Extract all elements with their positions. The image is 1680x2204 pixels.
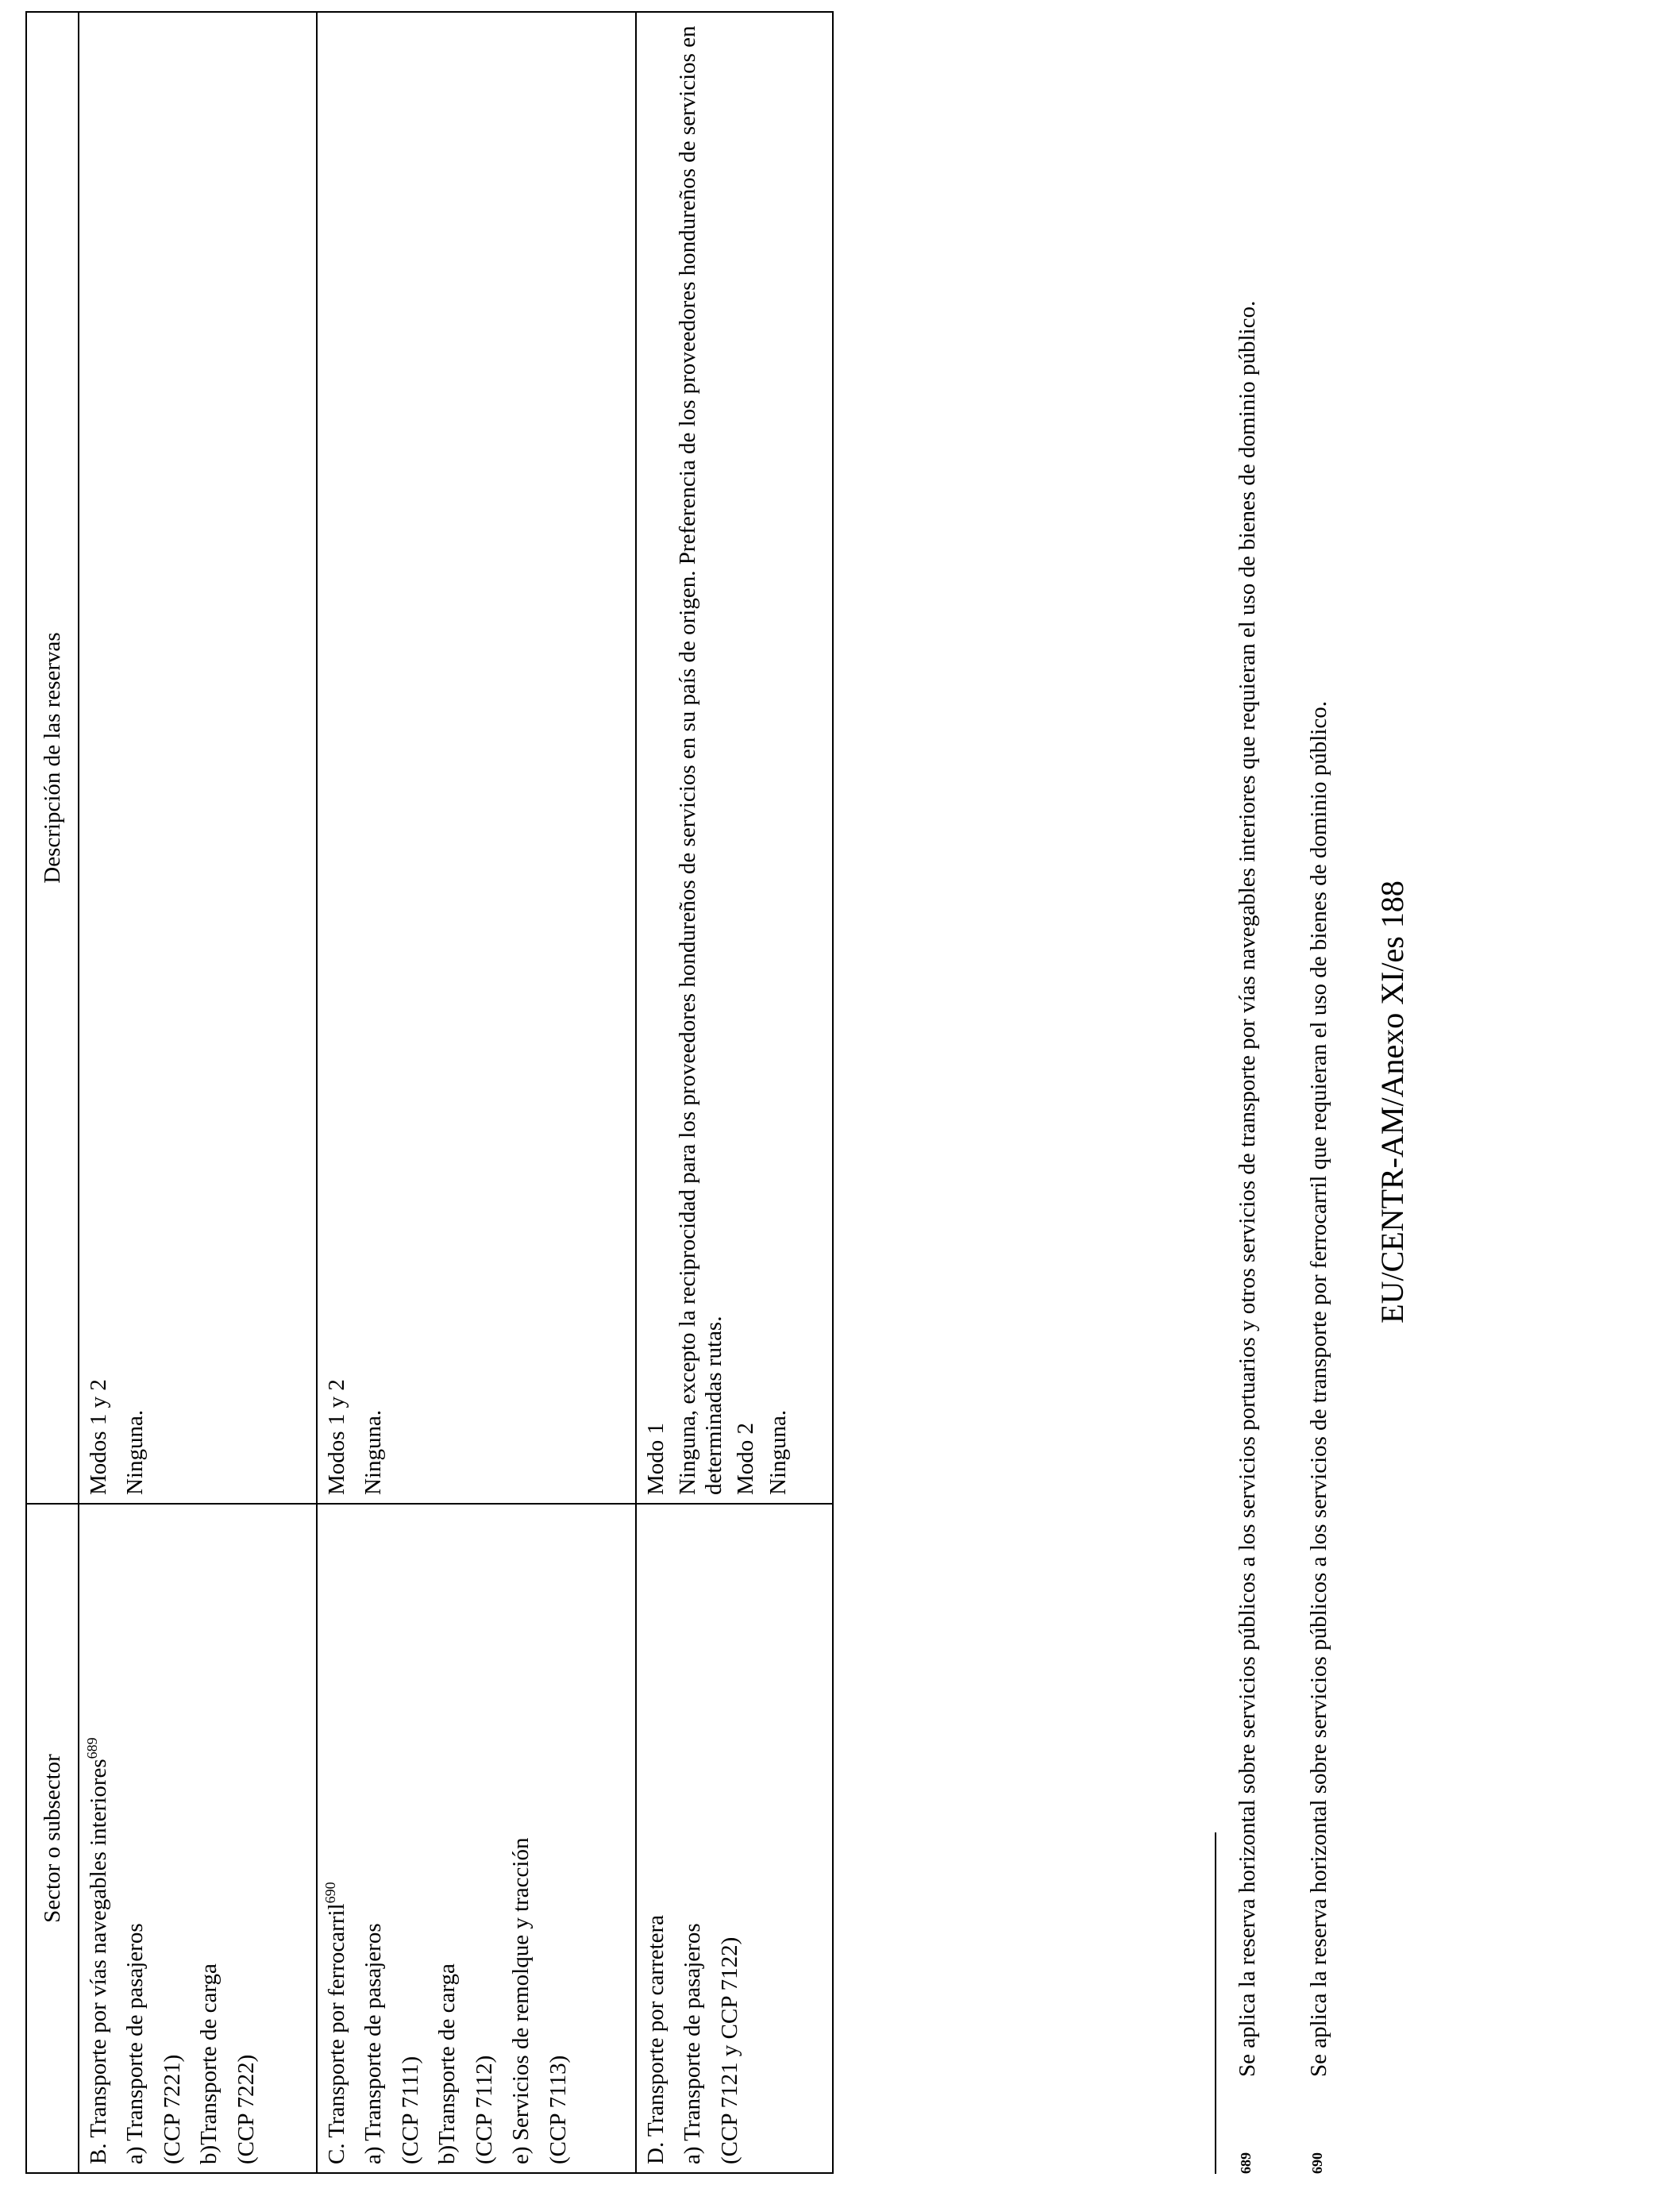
mode-heading: Modos 1 y 2 <box>324 1379 349 1495</box>
reservation-text: Ninguna. <box>360 1409 387 1495</box>
sector-title: B. Transporte por vías navegables interiores$^{689}$ <box>84 1737 111 2164</box>
cpc-code: (CCP 7121 y CCP 7122) <box>716 1936 742 2164</box>
sector-cell <box>636 1504 833 2173</box>
reservation-text: Ninguna, excepto la reciprocidad para los proveedores hondureños de servicios en su país de origen. Preferencia de los proveedores hondureños de servicios en determinadas rutas. <box>675 25 726 1495</box>
footnote-number: 690 <box>1309 2152 1325 2174</box>
footnote-ref[interactable]: 689 <box>84 1737 100 1759</box>
cpc-code: (CCP 7111) <box>397 2056 423 2164</box>
footnote-690 <box>1307 78 1332 2174</box>
table-row <box>317 12 636 2173</box>
cpc-code: (CCP 7113) <box>545 2055 571 2164</box>
footnote-text: Se aplica la reserva horizontal sobre servicios públicos a los servicios portuarios y otros servicios de transporte por vías navegables interiores que requieran el uso de bienes de dominio público. <box>1235 300 1260 2077</box>
footnote-number: 689 <box>1238 2152 1254 2174</box>
description-cell <box>79 12 317 1504</box>
table-row <box>636 12 833 2173</box>
mode-heading: Modos 1 y 2 <box>86 1379 111 1495</box>
table-header-row <box>26 12 79 2173</box>
subsector-line: a) Transporte de pasajeros <box>680 1923 706 2164</box>
mode-heading: Modo 1 <box>643 1422 669 1495</box>
cpc-code: (CCP 7112) <box>471 2055 497 2164</box>
table-row <box>79 12 317 2173</box>
reservations-table <box>25 11 834 2174</box>
mode-heading: Modo 2 <box>733 1422 759 1495</box>
subsector-line: a) Transporte de pasajeros <box>360 1923 387 2164</box>
subsector-line: b)Transporte de carga <box>434 1963 460 2164</box>
cpc-code: (CCP 7221) <box>159 2054 185 2164</box>
footnote-separator <box>1215 1832 1216 2174</box>
subsector-line: e) Servicios de remolque y tracción <box>508 1837 534 2164</box>
footnote-689 <box>1235 78 1261 2174</box>
sector-title: C. Transporte por ferrocarril$^{690}$ <box>322 1882 349 2164</box>
sector-cell <box>317 1504 636 2173</box>
reservation-text: Ninguna. <box>765 1409 791 1495</box>
description-cell <box>317 12 636 1504</box>
subsector-line: a) Transporte de pasajeros <box>122 1923 148 2164</box>
reservation-text: Ninguna. <box>122 1409 148 1495</box>
sector-title: D. Transporte por carretera <box>643 1914 669 2164</box>
footnote-text: Se aplica la reserva horizontal sobre servicios públicos a los servicios de transporte por ferrocarril que requieran el uso de bienes de dominio público. <box>1306 701 1331 2077</box>
footnote-ref[interactable]: 690 <box>322 1882 338 1904</box>
sector-column-header: Sector o subsector <box>26 1504 79 2173</box>
description-column-header: Descripción de las reservas <box>26 12 79 1504</box>
page-reference: EU/CENTR-AM/Anexo XI/es 188 <box>1374 880 1410 1324</box>
description-cell <box>636 12 833 1504</box>
sector-cell <box>79 1504 317 2173</box>
cpc-code: (CCP 7222) <box>233 2054 259 2164</box>
subsector-line: b)Transporte de carga <box>196 1963 222 2164</box>
